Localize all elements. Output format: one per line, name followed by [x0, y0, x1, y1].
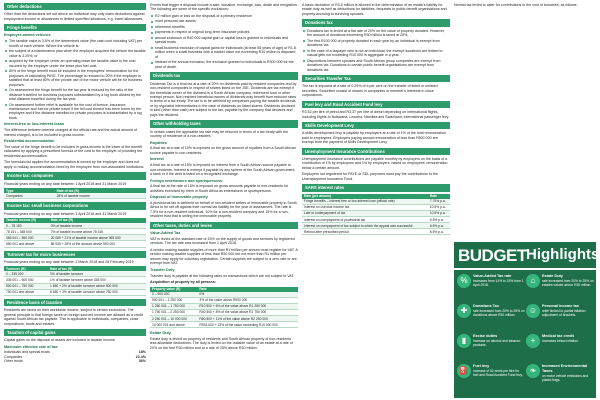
table-cell: 365 001 – 550 000	[4, 235, 49, 241]
table-header: Rate (per annum)	[302, 194, 428, 199]
subheading-transfer-duty: Transfer Duty	[150, 267, 175, 272]
list-item: Dispositions between spouses and South African group companies are exempt from donations tax. Donations to certain public benefit organisations are exempt from donations tax.	[302, 59, 450, 72]
text-uif: Unemployment insurance contributions are payable monthly by employers on the basis of a contribution of 1% by employees and 1% by employers, based on employees' remuneration below a certain amount.	[302, 156, 448, 170]
heading-residence-basis: Residence basis of taxation	[4, 299, 146, 306]
cgt-label: Individuals and special trusts	[4, 350, 50, 355]
donations-list	[302, 29, 450, 72]
table-cell: 78 151 – 365 000	[4, 229, 49, 235]
highlight-text: relief limited to partial inflation adjustment of brackets.	[542, 309, 586, 318]
medical-icon: +	[526, 334, 540, 348]
highlight-item	[526, 364, 594, 382]
list-item: 80% of the fringe benefit must be included in the employees' remuneration for the purposes of calculating PAYE. The percentage is reduced to 20% if the employer is satisfied that at least 80% of the private use of the motor vehicle will be for business purposes.	[4, 69, 146, 87]
table-cell: 58 939 + 28% of the amount above 550 000	[49, 241, 146, 247]
table-cell: Late or underpayment of tax	[302, 210, 428, 216]
table-cell: R10 500 + 6% of the value above R1 250 000	[197, 303, 298, 309]
list-item: In the case of a taxpayer who is not an individual, the exempt donations are limited to casual gifts not exceeding R10 000 in aggregate in a year.	[302, 49, 450, 58]
list-item: the subject of a maintenance plan when the employer acquired the vehicle the taxable value is 3.25%; or	[4, 49, 146, 58]
table-cell: 1 750 001 – 2 250 000	[150, 309, 197, 315]
heading-other-taxes: Other taxes, duties and levies	[150, 222, 298, 229]
table-header: Rate of tax (R)	[55, 188, 146, 193]
text-estate-duty: Estate duty is levied on property of residents and South African property of non-residents less allowable deductions. The duty is levied on the dutiable value of an estate at a rate of 20% on the first R30 million and at a rate of 25% above R30 million.	[150, 337, 293, 350]
highlight-text: increase on alcohol and tobacco products.	[473, 339, 521, 348]
table-header: Rate	[428, 194, 450, 199]
text-fuel-levy: R3.52 per litre of petrol and R3.37 per litre of diesel depending on international flights, including flights to Botswana, Lesotho, Namibia and Swaziland; international passenger levy.	[302, 110, 450, 119]
heading-other-deductions: Other deductions	[4, 3, 146, 10]
text-cgt-events: Events that trigger a disposal include a sale, donation, exchange, loss, death and emigration. The following are some of the specific exclusions:	[150, 3, 298, 12]
highlight-title: Excise duties	[473, 334, 498, 338]
list-item: On assessment the fringe benefit for the tax year is reduced by the ratio of the distance travelled for business purposes substantiated by a log book divided by the total distance travelled during the tax year.	[4, 88, 146, 101]
cgt-value: 36%	[138, 359, 146, 364]
cgt-row	[4, 359, 146, 363]
table-cell: R80 500 + 11% of the value above R2 250 000	[197, 316, 298, 322]
transfer-table	[150, 287, 298, 329]
table-cell: Fringe benefits – interest free or low-interest loan (official rate)	[302, 199, 428, 205]
cgt-label: Other trusts	[4, 359, 23, 364]
table-cell: 6 650 + 3% of taxable turnover above 750 000	[48, 289, 146, 295]
heading-income-tax-companies: Income tax: companies	[4, 172, 146, 179]
text-residence-basis: Residents are taxed on their worldwide income, subject to certain exclusions. The general principle is that foreign taxes on foreign sourced income are allowed as a credit against South African tax payable. This is applicable to individuals, companies, close corporations, trusts and estates.	[4, 308, 143, 326]
table-cell: 6.5% p.a.	[428, 229, 450, 235]
subheading-residential: Residential accommodation	[4, 139, 55, 144]
table-cell: 1 650 + 2% of taxable turnover above 500 000	[48, 283, 146, 289]
highlight-item	[457, 364, 525, 379]
text-interest-loans: The difference between interest charged at the official rate and the actual amount of interest charged, is to be included in gross income.	[4, 128, 138, 137]
subheading-immovable-property: Disposal of immovable property	[150, 195, 208, 200]
table-cell: 0% of taxable income	[49, 223, 146, 229]
text-estate-deduction: A basic deduction of R3.5 million is allowed in the determination of an estate's liability for estate duty as well as deductions for liabilities, bequests to public benefit organisations and property accruing to surviving spouses.	[302, 3, 447, 16]
highlight-item	[457, 274, 525, 289]
heading-fringe-benefits: Fringe benefits	[4, 24, 146, 31]
table-cell: 7% of taxable income above 78 150	[49, 229, 146, 235]
highlight-item	[526, 304, 594, 319]
highlight-item	[457, 334, 525, 349]
table-header: Rate	[197, 287, 298, 292]
highlight-item	[526, 334, 594, 349]
list-item: annual exclusion of R40 000 capital gain or capital loss is granted to individuals and special trusts	[150, 36, 298, 45]
table-cell: R933 000 + 13% of the value exceeding R10 000 000	[197, 322, 298, 328]
highlight-title: Fuel levy	[473, 364, 490, 368]
text-residential-1: The value of the fringe benefit to be included in gross income is the lower of the benefit calculated by applying a prescribed formula or the cost to the employer of providing the residential accommodation.	[4, 144, 143, 158]
leaf-icon: ❧	[526, 364, 540, 378]
table-cell: Refund after prescribed period	[302, 229, 428, 235]
sbc-table	[4, 218, 146, 248]
turnover-table	[4, 266, 146, 296]
table-header: Rate of tax (R)	[48, 266, 146, 271]
heading-withholding-taxes: Other withholding taxes	[150, 120, 298, 127]
table-row	[302, 229, 450, 235]
table-cell: 335 001 – 500 000	[4, 277, 48, 283]
subheading-employer-vehicles: Employer-owned vehicles	[4, 33, 51, 38]
column-4	[454, 0, 596, 240]
highlight-text: rate increased from 20% to 25% on estates valued above R30 million.	[542, 279, 594, 288]
house-icon: ⌂	[526, 274, 540, 288]
table-header: Taxable income (R)	[4, 218, 49, 223]
cgt-value: 18%	[138, 350, 146, 355]
table-row	[4, 289, 146, 295]
cgt-label: Companies	[4, 354, 23, 359]
table-cell: 900 001 – 1 250 000	[150, 297, 197, 303]
table-cell: 6.5% p.a.	[428, 223, 450, 229]
heading-capital-gains: Taxation of capital gains	[4, 329, 146, 336]
highlight-text: increases from 14% to 15% from 1 April 2018.	[473, 279, 524, 288]
table-cell: 500 001 – 750 000	[4, 283, 48, 289]
highlight-text: on motor vehicle emissions and plastic bags.	[542, 373, 589, 383]
column-3	[302, 0, 450, 400]
heading-small-business: Income tax: small business corporations	[4, 202, 146, 209]
table-cell: 550 001 and above	[4, 241, 49, 247]
heading-dividends-tax: Dividends tax	[150, 72, 298, 79]
user-icon: ☺	[526, 304, 540, 318]
heading-sars-interest: SARS interest rates	[302, 184, 450, 191]
table-cell: Companies	[4, 193, 55, 199]
table-cell: Interest on overpayment of tax subject to which the appeal was successful	[302, 223, 428, 229]
highlight-title: Medical tax credit	[542, 334, 574, 338]
heading-skills-levy: Skills Development Levy	[302, 122, 450, 129]
text-foreign-entertainers: A final tax at the rate of 15% is imposed on gross amounts payable to non-residents for activities exercised by them in South Africa as entertainers or sportspersons.	[150, 184, 289, 193]
list-item: On assessment further relief is available for the cost of licence, insurance, maintenance and fuel for private travel if the full cost thereof has been borne by the employee and if the distance travelled for private purposes is substantiated by a log book.	[4, 103, 146, 121]
heading-fuel-levy: Fuel levy and Road Accident Fund levy	[302, 101, 450, 108]
table-header: Rate of tax (R)	[49, 218, 146, 223]
list-item: The taxable value is 3.5% of the determined value (the cash cost including VAT) per month of each vehicle. Where the vehicle is:	[4, 39, 146, 48]
gift-icon: ✚	[457, 304, 471, 318]
table-cell: Interest on overpayment of provisional tax	[302, 217, 428, 223]
text-vat-registration: A vendor making taxable supplies of more than R1 million per annum must register for VAT. A vendor making taxable supplies of less than R50 000 but not more than R1 million per annum may apply for voluntary registration. Certain supplies are subject to a zero rate or are exempt from VAT.	[150, 247, 298, 266]
highlight-item	[457, 304, 525, 319]
text-small-business: Financial years ending on any date between 1 April 2018 and 31 March 2019	[4, 211, 127, 216]
table-cell: 0 – 78 150	[4, 223, 49, 229]
list-item: The first R100 000 of property donated in each year by an individual is exempt from donations tax.	[302, 39, 450, 48]
subheading-foreign-entertainers: Foreign entertainers and sportspersons	[150, 178, 222, 183]
text-other-deductions: Other than the deductions set out above an individual may only claim deductions against employment income or allowances in limited specified situations, e.g. travel allowances.	[4, 12, 145, 21]
highlight-text: increase of 52 cents per litre for fuel and Road Accident Fund levy.	[473, 369, 523, 378]
text-withholding-taxes: In certain cases the applicable tax rate may be reduced in terms of a tax treaty with the country of residence of a non-resident.	[150, 129, 289, 139]
table-cell: 1% of taxable turnover above 335 000	[48, 277, 146, 283]
column-1	[4, 0, 146, 400]
cgt-value: 22.4%	[135, 354, 146, 359]
text-column-4-intro: Normal tax levied to cater for contributions to the cost of bursaries, as follows:	[454, 3, 578, 7]
budget-highlights-banner	[454, 242, 600, 268]
text-transfer-duty: Transfer duty is payable at the following rates on transactions which are not subject to VAT:	[150, 273, 295, 278]
list-item: acquired by the employer under an operating lease the taxable value is the cost incurred by the employer under the lease plus fuel cost.	[4, 59, 146, 68]
text-income-tax-companies: Financial years ending on any date between 1 April 2018 and 31 March 2019	[4, 181, 127, 186]
text-securities-transfer-tax: The tax is imposed at a rate of 0.25% of a per cent on the transfer of listed or unlisted securities. Securities consist of shares in companies or member's interests in close corporations.	[302, 84, 438, 98]
text-capital-gains: Capital gains on the disposal of assets are included in taxable income.	[4, 338, 116, 343]
transfer-table-caption: Acquisition of property by all persons:	[150, 280, 216, 285]
table-row	[4, 241, 146, 247]
table-cell: 3% of the value above R900 000	[197, 297, 298, 303]
text-residential-2: The formula/cost applied the accommodation is owned by the employer and does not apply to holiday accommodation hired by the employee from non-associated institutions.	[4, 160, 145, 169]
highlight-text: increases below inflation.	[542, 339, 579, 344]
table-cell: 750 001 and above	[4, 289, 48, 295]
table-cell: 0 – 335 000	[4, 271, 48, 277]
highlight-title: Increased Environmental Taxes	[542, 364, 588, 373]
subheading-estate-duty: Estate Duty	[150, 331, 171, 336]
table-cell: 0 – 900 000	[150, 292, 197, 298]
list-item: payments in respect of original long-term insurance policies	[150, 30, 298, 34]
text-turnover-tax: Financial years ending on any date between 1 March 2018 and 28 February 2019	[4, 259, 134, 264]
banner-word-highlights: Highlights	[526, 246, 600, 263]
list-item: most personal use assets	[150, 19, 298, 23]
table-cell: 2 250 001 – 10 000 000	[150, 316, 197, 322]
table-row	[4, 193, 146, 199]
table-cell: Interest on overdue income tax	[302, 204, 428, 210]
table-header: Property value (R)	[150, 287, 197, 292]
table-cell: 28% of taxable income	[55, 193, 146, 199]
table-cell: 0% of taxable turnover	[48, 271, 146, 277]
text-uif-2: Employers not registered for PAYE or SDL purposes must pay the contributions to the Unemployment Insurance Fund.	[302, 172, 438, 181]
table-row	[150, 322, 298, 328]
percent-icon: %	[457, 274, 471, 288]
list-item: small business exclusion of capital gains for individuals (at least 55 years of age) of R1.8 million when a small business with a market value not exceeding R10 million is disposed of	[150, 46, 298, 59]
highlight-text: rate increased from 20% to 25% on donations above R30 million.	[473, 309, 525, 318]
table-cell: 7.75% p.a.	[428, 199, 450, 205]
table-cell: 6.5% p.a.	[428, 217, 450, 223]
fuel-icon: ⛽	[457, 364, 471, 378]
heading-securities-transfer-tax: Securities Transfer Tax	[302, 75, 450, 82]
text-vat: VAT is levied at the standard rate of 15% on the supply of goods and services by registered vendors. The tax rate was increased from 1 April 2018.	[150, 236, 295, 246]
table-cell: 0%	[197, 292, 298, 298]
table-cell: 20 089 + 21% of taxable income above 365 000	[49, 235, 146, 241]
bottle-icon: ▮	[457, 334, 471, 348]
subheading-effective-rate: Maximum effective rate of tax:	[4, 344, 59, 349]
table-cell: 1 250 001 – 1 750 000	[150, 303, 197, 309]
highlight-title: Donations Tax	[473, 304, 499, 308]
companies-table	[4, 188, 146, 199]
subheading-vat: Value-Added Tax	[150, 231, 181, 236]
highlight-title: Personal income tax	[542, 304, 579, 308]
subheading-royalties: Royalties	[150, 140, 167, 145]
heading-uif: Unemployment Insurance Contributions	[302, 148, 450, 155]
heading-donations-tax: Donations tax	[302, 19, 450, 26]
list-item: retirement benefits	[150, 25, 298, 29]
highlight-item	[526, 274, 594, 289]
list-item: R2 million gain or loss on the disposal of a primary residence	[150, 14, 298, 18]
text-skills-levy: A skills development levy is payable by employers at a rate of 1% of the total remuneration paid to employees. Employers paying annual remuneration of less than R500 000 are exempt from the payment of Skills Development Levy.	[302, 131, 446, 145]
table-cell: R40 500 + 8% of the value above R1 750 000	[197, 309, 298, 315]
subheading-interest-loans: Interest-free or low-interest loans	[4, 122, 65, 127]
table-cell: 10.5% p.a.	[428, 204, 450, 210]
highlight-title: Value-Added Tax rate	[473, 274, 512, 278]
exclusions-list	[150, 14, 298, 69]
vehicle-list	[4, 39, 146, 120]
text-dividends-tax: Dividends Tax is a final tax at a rate of 20% on dividends paid by resident companies and by non-resident companies in respect of shares listed on the JSE. Dividends are tax exempt if the beneficial owner of the dividend is a South African company, retirement fund or other exempt person. Non-resident beneficial owners of dividends may benefit from reduced rates in terms of a tax treaty. The tax is to be withheld by companies paying the taxable dividends or by regulated intermediaries in the case of dividends on listed shares. Dividends declared in kind (other than cash) are subject to the tax, payable by the company that declares and pays the dividend.	[150, 81, 297, 117]
list-item: instead of the annual exclusion, the exclusion granted to individuals is R300 000 for the year of death.	[150, 60, 298, 69]
text-royalties: A final tax at a rate of 15% is imposed on the gross amount of royalties from a South African source payable to non-residents.	[150, 146, 296, 155]
highlight-title: Estate Duty	[542, 274, 563, 278]
table-cell: 10 000 001 and above	[150, 322, 197, 328]
table-cell: 10.5% p.a.	[428, 210, 450, 216]
list-item: Donations tax is levied at a flat rate of 20% on the value of property donated. However, the amount of donations exceeding R30 million is taxed at 25%.	[302, 29, 450, 38]
banner-word-budget: BUDGET	[458, 246, 527, 265]
highlights-panel	[454, 270, 596, 398]
heading-turnover-tax: Turnover tax for micro businesses	[4, 251, 146, 258]
text-immovable-property: A provisional tax is withheld on behalf of non-resident sellers of immovable property in South Africa to be set off against their normal tax liability for the year of assessment. The rate is 7.5% for a non-resident individual, 10% for a non-resident company and 15% for a non-resident trust that is selling the immovable property.	[150, 200, 297, 219]
table-header: Turnover (R)	[4, 266, 48, 271]
sars-interest-table	[302, 194, 450, 236]
column-2	[150, 0, 298, 400]
text-interest: A final tax at a rate of 15% is imposed on interest from a South African source payable to non-residents. Interest is exempt if payable by any sphere of the South African government, a bank or if the debt is listed on a recognised exchange.	[150, 163, 296, 177]
subheading-interest: Interest	[150, 157, 164, 162]
table-header: Type	[4, 188, 55, 193]
